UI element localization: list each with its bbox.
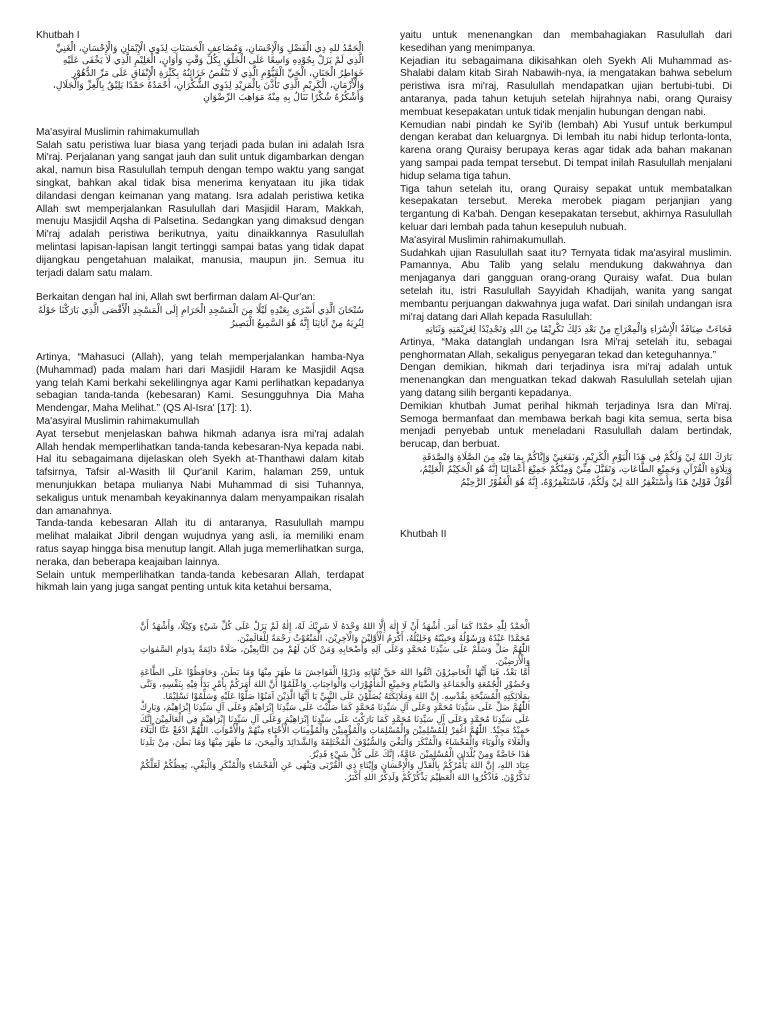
salutation: Ma'asyiral Muslimin rahimakumullah.: [400, 234, 567, 246]
arabic-verse: سُبْحَانَ الَّذِي أَسْرَى بِعَبْدِهِ لَيْلًا مِنَ الْمَسْجِدِ الْحَرَامِ إِلَى الْمَسْجِدِ الْأَقْصَى الَّذِي بَارَكْنَا حَوْلَهُ لِنُرِيَهُ مِنْ آيَاتِنَا إِنَّهُ هُوَ السَّمِيعُ الْبَصِيرُ: [37, 305, 364, 329]
paragraph: Dengan demikian, hikmah dari terjadinya isra mi'raj adalah untuk menenangkan dan menguatkan tekad dakwah Rasulullah setelah ujian yang datang silih berganti kepadanya.: [400, 362, 732, 399]
arabic-paragraph: الْحَمْدُ لِلّٰهِ حَمْدًا كَمَا أَمَرَ. أَشْهَدُ أَنْ لَا إِلٰهَ إِلَّا اللهُ وَحْدَهُ لَا شَرِيْكَ لَهُ، إِلٰهٌ لَمْ يَزَلْ عَلَى كُلِّ شَيْءٍ وَكِيْلًا، وَأَشْهَدُ أَنَّ مُحَمَّدًا عَبْدُهُ وَرَسُوْلُهُ وَحَبِيْبُهُ وَخَلِيْلُهُ، أَكْرَمُ الْأَوَّلِيْنَ وَالْآخِرِيْنَ، الْمَبْعُوْثُ رَحْمَةً لِلْعَالَمِيْنَ.: [140, 622, 530, 644]
paragraph: Tanda-tanda kebesaran Allah itu di antaranya, Rasulullah mampu melihat malaikat Jibril dengan wujudnya yang asli, ia memiliki enam ratus sayap hingga bisa menutup langit. Allah juga memerlihatkan surga, neraka, dan beberapa keajaiban lainnya.: [36, 518, 364, 568]
arabic-quote: فَجَاءَتْ ضِيَافَةُ الْإِسْرَاءِ وَالْمِعْرَاجِ مِنْ بَعْدِ ذَلِكَ تَكْرِيْمًا مِنَ اللهِ وَتَجْدِيْدًا لِعَزِيْمَتِهِ وَثَبَاتِهِ: [425, 324, 732, 336]
paragraph: Kejadian itu sebagaimana dikisahkan oleh Syekh Ali Muhammad as-Shalabi dalam kitab Sirah Nabawih-nya, ia mengatakan bahwa sebelum peristiwa isra mi'raj, Rasulullah mendapatkan ujian bertubi-tubi. Di antaranya, pada tahun ketujuh setelah hijrahnya nabi, orang Quraisy membuat kesepakatan untuk tidak menjalin hubungan dengan nabi.: [400, 55, 732, 118]
paragraph: Ayat tersebut menjelaskan bahwa hikmah adanya isra mi'raj adalah Allah hendak memperlihatkan tanda-tanda kebesaran-Nya kepada nabi. Hal itu sebagaimana dijelaskan oleh Syekh at-Thanthawi dalam kitab tafsirnya, Tafsir al-Wasith lil Qur'anil Karim, halaman 259, untuk menunjukkan betapa mulianya Nabi Muhammad di sisi Tuhannya, sekaligus untuk menambah keyakinannya dalam menyampaikan risalah dan amanahnya.: [36, 428, 364, 517]
paragraph: Berkaitan dengan hal ini, Allah swt berfirman dalam Al-Qur'an:: [36, 292, 316, 304]
paragraph: Demikian khutbah Jumat perihal hikmah terjadinya Isra dan Mi'raj. Semoga bermanfaat dan membawa berkah bagi kita semua, serta bisa menjadi penyebab untuk meneladani Rasulullah dalam bertindak, berucap, dan berbuat.: [400, 400, 732, 451]
paragraph: Tiga tahun setelah itu, orang Quraisy sepakat untuk membatalkan kesepakatan tersebut. Mereka merobek piagam perjanjian yang tergantung di Ka'bah. Dengan kesepakatan tersebut, akhirnya Rasulullah keluar dari lembah pada tahun kesepuluh nubuah.: [400, 183, 732, 233]
paragraph: yaitu untuk menenangkan dan membahagiakan Rasulullah dari kesedihan yang menimpanya.: [400, 30, 732, 54]
arabic-paragraph: عِبَادَ اللهِ، إِنَّ اللهَ يَأْمُرُكُمْ بِالْعَدْلِ وَالْإِحْسَانِ وَإِيْتَاءِ ذِي الْقُرْبَى وَيَنْهَى عَنِ الْفَحْشَاءِ وَالْمُنْكَرِ وَالْبَغْيِ، يَعِظُكُمْ لَعَلَّكُمْ تَذَكَّرُوْنَ. فَاذْكُرُوا اللهَ الْعَظِيْمَ يَذْكُرْكُمْ وَلَذِكْرُ اللهِ أَكْبَرُ.: [140, 761, 530, 783]
salutation: Ma'asyiral Muslimin rahimakumullah: [36, 126, 200, 138]
paragraph: Selain untuk memperlihatkan tanda-tanda kebesaran Allah, terdapat hikmah lain yang juga sangat penting untuk kita ketahui bersama,: [36, 569, 364, 594]
arabic-opening: الْحَمْدُ للهِ ذِي الْفَضْلِ وَالْإِحْسَانِ، وَمُضَاعِفِ الْحَسَنَاتِ لِذَوِي الْإِيْمَانِ وَالْإِحْسَانِ، الْغَنِيِّ الَّذِي لَمْ يَزَلْ بِجُوْدِهِ وَاسِعًا عَلَى الْخَلْقِ بِكُلِّ وَقْتٍ وَأَوَانٍ، الْعَلِيْمِ الَّذِي لَا يَخْفَى عَلَيْهِ خَوَاطِرُ الْجَنَانِ، الْحَيِّ الْقَيُّوْمِ الَّذِي لَا تَنْقُصُ خَزَائِنُهُ بِكَثْرَةِ الْإِنْفَاقِ عَلَى مَرِّ الدُّهُوْرِ وَالْأَزْمَانِ، الْكَرِيْمِ الَّذِي تَأَذَّنَ بِالْمَزِيْدِ لِذَوِي الشُّكْرَانِ، أَحْمَدُهُ حَمْدًا يَلِيْقُ بِالْعِزِّ وَالْجَلَالِ، وَأَشْكُرُهُ شُكْرًا نَنَالُ بِهِ مِنْهُ مَوَاهِبَ الرِّضْوَانِ: [52, 42, 364, 104]
paragraph: Kemudian nabi pindah ke Syi'ib (lembah) Abi Yusuf untuk berkumpul dengan kerabat dan keluargnya. Di lembah itu nabi hidup terlonta-lonta, karena orang Quraisy berupaya keras agar tidak ada bahan makanan yang sampai pada tempat tersebut. Di tempat inilah Rasulullah menjalani hidup selama tiga tahun.: [400, 119, 732, 182]
arabic-paragraph: اللّٰهُمَّ صَلِّ عَلَى سَيِّدِنَا مُحَمَّدٍ وَعَلَى آلِ سَيِّدِنَا مُحَمَّدٍ كَمَا صَلَّيْتَ عَلَى سَيِّدِنَا إِبْرَاهِيْمَ وَعَلَى آلِ سَيِّدِنَا إِبْرَاهِيْمَ، وَبَارِكْ عَلَى سَيِّدِنَا مُحَمَّدٍ وَعَلَى آلِ سَيِّدِنَا مُحَمَّدٍ كَمَا بَارَكْتَ عَلَى سَيِّدِنَا إِبْرَاهِيْمَ وَعَلَى آلِ سَيِّدِنَا إِبْرَاهِيْمَ فِي الْعَالَمِيْنَ إِنَّكَ حَمِيْدٌ مَجِيْدٌ. اللّٰهُمَّ اغْفِرْ لِلْمُسْلِمِيْنَ وَالْمُسْلِمَاتِ وَالْمُؤْمِنِيْنَ وَالْمُؤْمِنَاتِ الْأَحْيَاءِ مِنْهُمْ وَالْأَمْوَاتِ. اللّٰهُمَّ ادْفَعْ عَنَّا الْبَلَاءَ وَالْغَلَاءَ وَالْوَبَاءَ وَالْفَحْشَاءَ وَالْمُنْكَرَ وَالْبَغْيَ وَالسُّيُوْفَ الْمُخْتَلِفَةَ وَالشَّدَائِدَ وَالْمِحَنَ، مَا ظَهَرَ مِنْهَا وَمَا بَطَنَ، مِنْ بَلَدِنَا هٰذَا خَاصَّةً وَمِنْ بُلْدَانِ الْمُسْلِمِيْنَ عَامَّةً، إِنَّكَ عَلَى كُلِّ شَيْءٍ قَدِيْرٌ.: [140, 703, 530, 760]
arabic-paragraph: أَمَّا بَعْدُ، فَيَا أَيُّهَا الْحَاضِرُوْنَ اتَّقُوا اللهَ حَقَّ تُقَاتِهِ وَذَرُوْا الْفَوَاحِشَ مَا ظَهَرَ مِنْهَا وَمَا بَطَنَ، وَحَافِظُوْا عَلَى الطَّاعَةِ وَحُضُوْرِ الْجُمُعَةِ وَالْجَمَاعَةِ وَالصِّيَامِ وَجَمِيْعِ الْمَأْمُوْرَاتِ وَالْوَاجِبَاتِ. وَاعْلَمُوْا أَنَّ اللهَ أَمَرَكُمْ بِأَمْرٍ بَدَأَ فِيْهِ بِنَفْسِهِ، وَثَنَّى بِمَلَائِكَتِهِ الْمُسَبِّحَةِ بِقُدْسِهِ. إِنَّ اللهَ وَمَلَائِكَتَهُ يُصَلُّوْنَ عَلَى النَّبِيِّ يَا أَيُّهَا الَّذِيْنَ آمَنُوْا صَلُّوْا عَلَيْهِ وَسَلِّمُوْا تَسْلِيْمًا.: [140, 668, 530, 702]
paragraph: Artinya, “Maka datanglah undangan Isra Mi'raj setelah itu, sebagai penghormatan Allah, sekaligus penyegaran tekad dan keteguhannya.”: [400, 336, 732, 361]
paragraph: Sudahkah ujian Rasulullah saat itu? Ternyata tidak ma'asyiral muslimin. Pamannya, Abu Talib yang selalu mendukung dakwahnya dan menjaganya dari gangguan orang-orang Quraisy wafat. Dua bulan setelah itu, istri Rasulullah Sayyidah Khadijah, wanita yang sangat membantu perjuangan dakwahnya juga wafat. Dari sinilah undangan isra mi'raj datang dari Allah kepada Rasulullah:: [400, 247, 732, 323]
paragraph: Artinya, “Mahasuci (Allah), yang telah memperjalankan hamba-Nya (Muhammad) pada malam hari dari Masjidil Haram ke Masjidil Aqsa yang telah Kami berkahi sekelilingnya agar Kami perlihatkan kepadanya sebagian tanda-tanda (kebesaran) Kami. Sesungguhnya Dia Maha Mendengar, Maha Melihat.” (QS Al-Isra' [17]: 1).: [36, 352, 364, 415]
khutbah-1-title: Khutbah I: [36, 30, 80, 41]
right-column: [400, 30, 732, 489]
left-column: [36, 30, 364, 595]
arabic-paragraph: اللّٰهُمَّ صَلِّ وَسَلِّمْ عَلَى سَيِّدِنَا مُحَمَّدٍ وَعَلَى آلِهِ وَأَصْحَابِهِ وَمَنْ كَانَ لَهُمْ مِنَ التَّابِعِيْنَ، صَلَاةً دَائِمَةً بِدَوَامِ السَّمٰوَاتِ وَالْأَرَضِيْنَ.: [140, 645, 530, 667]
khutbah-2-title: Khutbah II: [400, 529, 447, 540]
arabic-closing: بَارَكَ اللهُ لِيْ وَلَكُمْ فِي هَذَا الْيَوْمِ الْكَرِيْمِ، وَنَفَعَنِيْ وَإِيَّاكُمْ بِمَا فِيْهِ مِنَ الصَّلَاةِ وَالصَّدَقَةِ وَتِلَاوَةِ الْقُرْآنِ وَجَمِيْعِ الطَّاعَاتِ، وَتَقَبَّلَ مِنِّيْ وَمِنْكُمْ جَمِيْعَ أَعْمَالِنَا إِنَّهُ هُوَ الْحَكِيْمُ الْعَلِيْمُ، أَقُوْلُ قَوْلِيْ هَذَا وَأَسْتَغْفِرُ اللهَ لِيْ وَلَكُمْ، فَاسْتَغْفِرُوْهُ، إِنَّهُ هُوَ الْغَفُوْرُ الرَّحِيْمُ: [419, 451, 732, 488]
khutbah-2-arabic: [140, 622, 530, 784]
paragraph: Salah satu peristiwa luar biasa yang terjadi pada bulan ini adalah Isra Mi'raj. Perjalanan yang sangat jauh dan sulit untuk digambarkan dengan akal, namun bisa Rasulullah tempuh dengan tempo waktu yang sangat singkat, bahkan akal tidak bisa menerima kenyataan itu jika tidak dilandasi dengan keimanan yang matang. Isra adalah peristiwa ketika Allah swt memperjalankan Rasulullah dari Masjidil Haram, Makkah, menuju Masjidil Aqsha di Palsetina. Sedangkan yang dimaksud dengan Mi'raj adalah peristiwa berikutnya, yaitu dinaikkannya Rasulullah melintasi lapisan-lapisan langit tertinggi sampai batas yang tidak dapat dijangkau pengetahuan malaikat, manusia, maupun jin. Semua itu terjadi dalam satu malam.: [36, 139, 364, 279]
salutation: Ma'asyiral Muslimin rahimakumullah: [36, 415, 200, 427]
